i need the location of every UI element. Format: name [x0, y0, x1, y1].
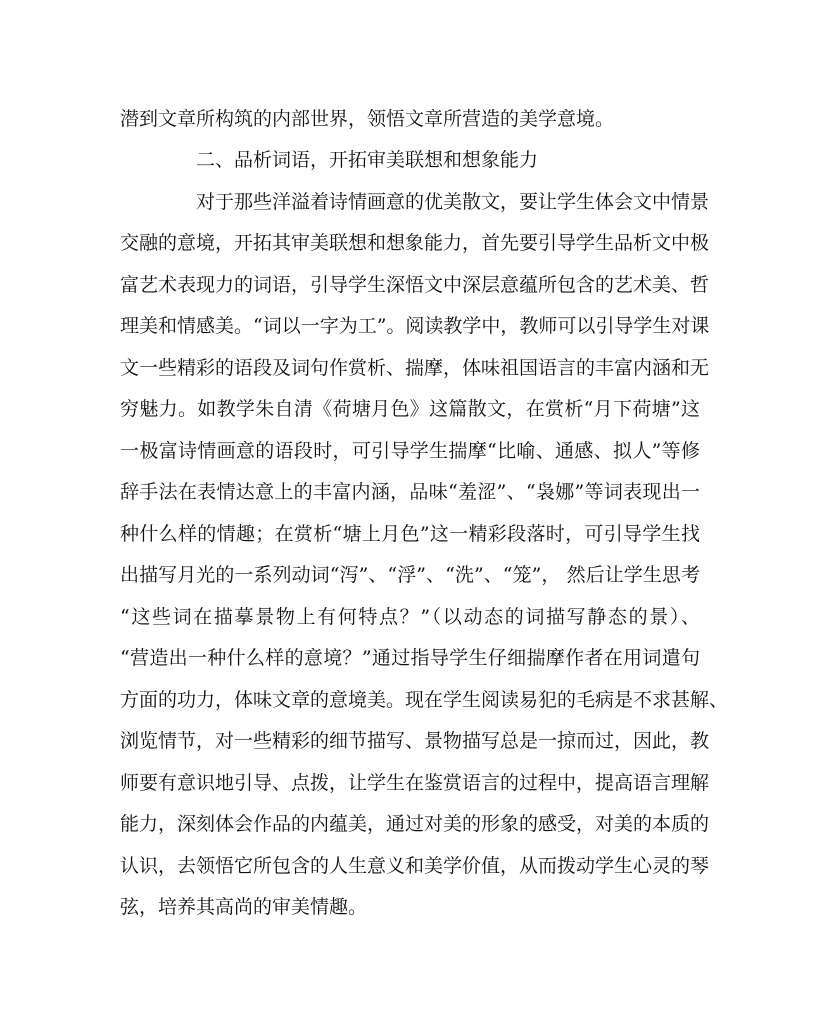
- body-text-line: 文一些精彩的语段及词句作赏析、揣摩，体味祖国语言的丰富内涵和无: [120, 357, 710, 379]
- body-text-line: 能力，深刻体会作品的内蕴美，通过对美的形象的感受，对美的本质的: [120, 813, 710, 835]
- body-text-line: 一极富诗情画意的语段时，可引导学生揣摩“比喻、通感、拟人”等修: [120, 440, 700, 462]
- body-text-line: 弦，培养其高尚的审美情趣。: [120, 896, 368, 918]
- body-text-line: 穷魅力。如教学朱自清《荷塘月色》这篇散文，在赏析“月下荷塘”这: [120, 398, 700, 420]
- body-text-line: 浏览情节，对一些精彩的细节描写、景物描写总是一掠而过，因此，教: [120, 730, 710, 752]
- body-text-line: 认识，去领悟它所包含的人生意义和美学价值，从而拨动学生心灵的琴: [120, 855, 710, 877]
- body-text-line: 理美和情感美。“词以一字为工”。阅读教学中，教师可以引导学生对课: [120, 315, 710, 337]
- body-text-line: 出描写月光的一系列动词“泻”、“浮”、“洗”、“笼”， 然后让学生思考: [120, 564, 700, 586]
- body-text-line: 种什么样的情趣；在赏析“塘上月色”这一精彩段落时，可引导学生找: [120, 523, 700, 545]
- body-text-line: 对于那些洋溢着诗情画意的优美散文，要让学生体会文中情景: [196, 191, 710, 213]
- body-text-line: 交融的意境，开拓其审美联想和想象能力，首先要引导学生品析文中极: [120, 232, 710, 254]
- body-text-line: 潜到文章所构筑的内部世界，领悟文章所营造的美学意境。: [120, 108, 615, 130]
- body-text-line: 方面的功力，体味文章的意境美。现在学生阅读易犯的毛病是不求甚解、: [120, 689, 729, 711]
- body-text-line: 师要有意识地引导、点拨，让学生在鉴赏语言的过程中，提高语言理解: [120, 772, 710, 794]
- body-text-line: “这些词在描摹景物上有何特点？”（以动态的词描写静态的景）、: [120, 606, 700, 628]
- body-text-line: 辞手法在表情达意上的丰富内涵，品味“羞涩”、“袅娜”等词表现出一: [120, 481, 700, 503]
- body-text-line: 富艺术表现力的词语，引导学生深悟文中深层意蕴所包含的艺术美、哲: [120, 274, 710, 296]
- body-text-line: “营造出一种什么样的意境？”通过指导学生仔细揣摩作者在用词遣句: [120, 647, 700, 669]
- section-heading: 二、品析词语，开拓审美联想和想象能力: [196, 149, 539, 171]
